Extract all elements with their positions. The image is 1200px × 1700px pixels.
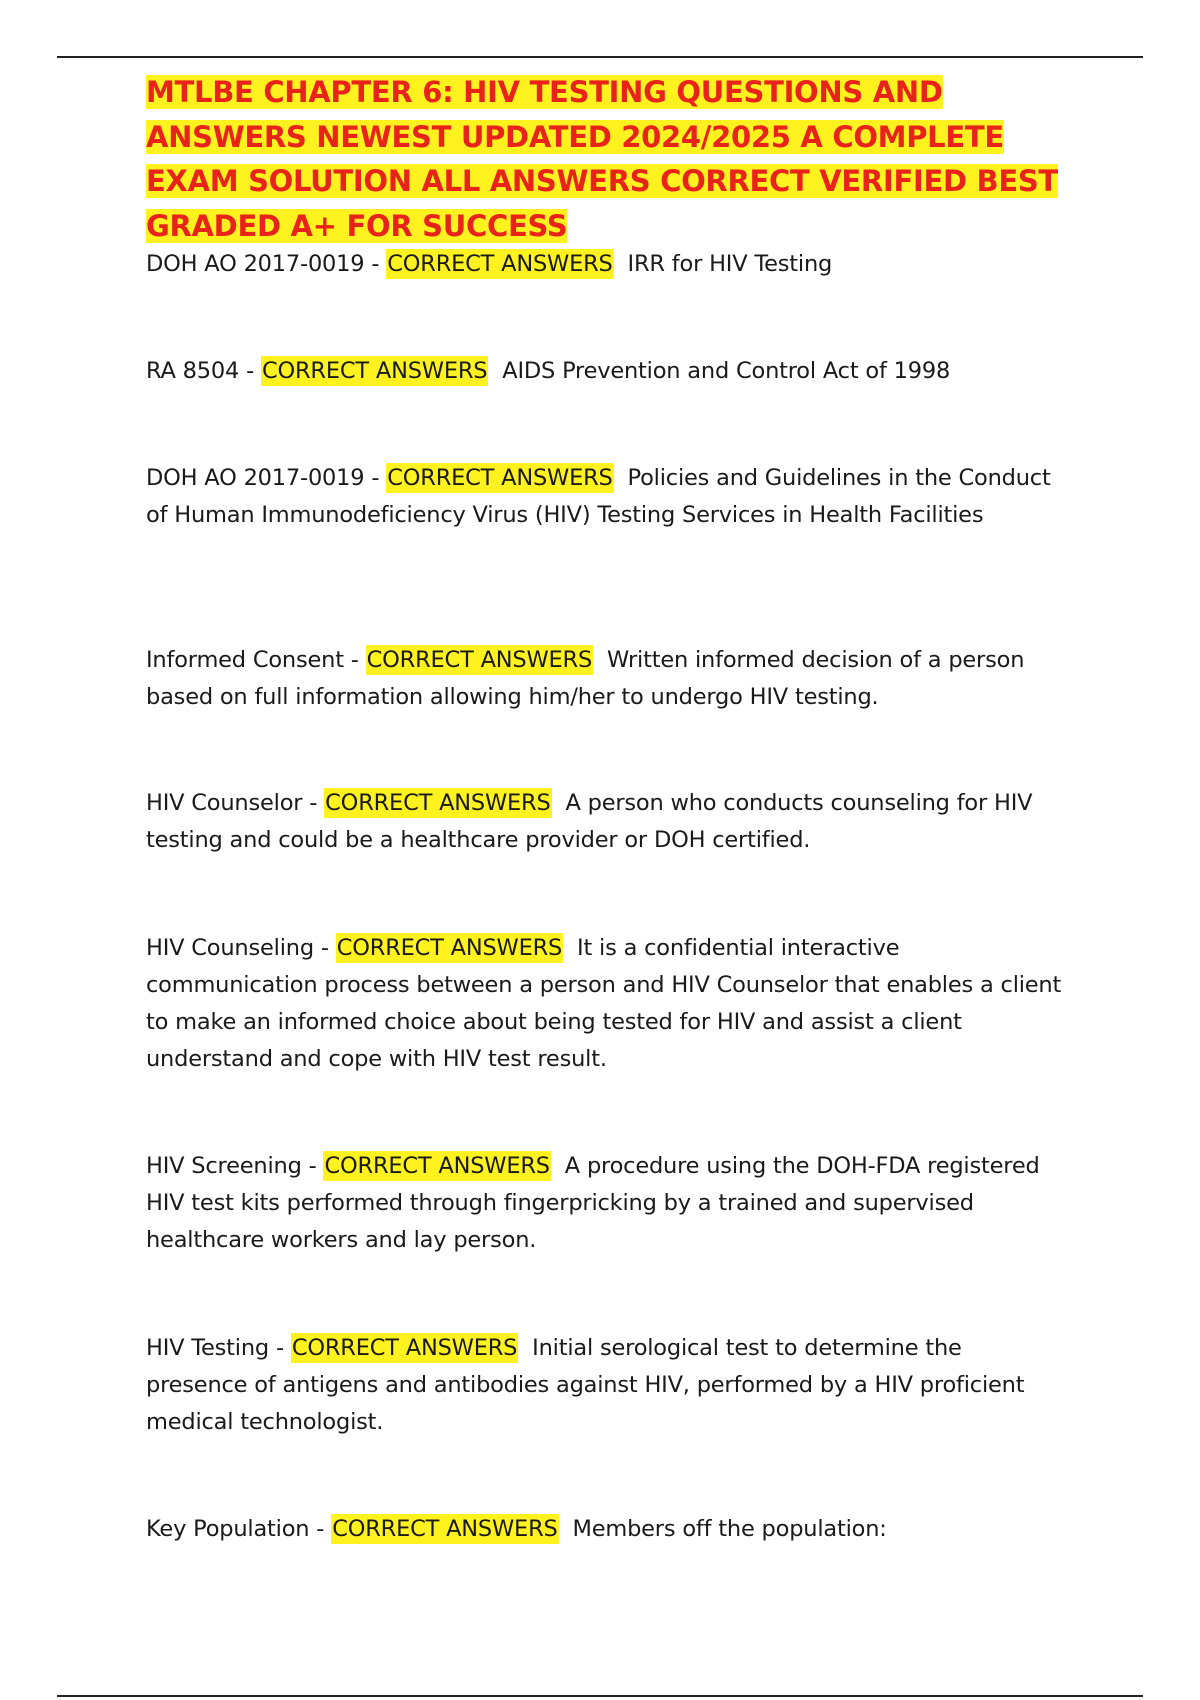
entry-answer: Policies and Guidelines in the Conduct of Human Immunodeficiency Virus (HIV) Testing Services in Health Facilities (146, 465, 1051, 528)
entry-term: DOH AO 2017-0019 (146, 251, 365, 277)
title-highlight: MTLBE CHAPTER 6: HIV TESTING QUESTIONS AND ANSWERS NEWEST UPDATED 2024/2025 A COMPLETE EXAM SOLUTION ALL ANSWERS CORRECT VERIFIED BEST GRADED A+ FOR SUCCESS (146, 75, 1058, 243)
top-rule (57, 56, 1143, 58)
correct-answers-badge: CORRECT ANSWERS (291, 1335, 518, 1361)
entry-answer: A person who conducts counseling for HIV testing and could be a healthcare provider or DOH certified. (146, 790, 1033, 853)
qa-entry (146, 246, 1066, 283)
entry-term: RA 8504 (146, 358, 240, 384)
entry-term: HIV Counseling (146, 935, 314, 961)
entry-answer: Members off the population: (572, 1516, 887, 1542)
entry-answer: It is a confidential interactive communication process between a person and HIV Counselor that enables a client to make an informed choice about being tested for HIV and assist a client understand and cope with HIV test result. (146, 935, 1062, 1072)
entry-term: HIV Screening (146, 1153, 302, 1179)
document-page (146, 70, 1066, 1542)
document-title (146, 70, 1066, 248)
correct-answers-badge: CORRECT ANSWERS (261, 358, 488, 384)
entry-answer: AIDS Prevention and Control Act of 1998 (502, 358, 951, 384)
correct-answers-badge: CORRECT ANSWERS (332, 1516, 558, 1542)
correct-answers-badge: CORRECT ANSWERS (324, 1153, 550, 1179)
entry-answer: A procedure using the DOH-FDA registered HIV test kits performed through fingerpricking by a trained and supervised healthcare workers and lay person. (146, 1153, 1040, 1253)
bottom-rule (57, 1695, 1143, 1697)
entry-term: HIV Testing (146, 1335, 270, 1361)
qa-entry (146, 785, 1066, 859)
entry-separator: - (269, 1335, 291, 1361)
entry-term: DOH AO 2017-0019 (146, 465, 365, 491)
entry-separator: - (364, 465, 387, 491)
entry-answer: Written informed decision of a person based on full information allowing him/her to undergo HIV testing. (146, 647, 1025, 710)
qa-entry (146, 460, 1066, 534)
entry-separator: - (239, 358, 261, 384)
entry-separator: - (343, 647, 366, 673)
entry-separator: - (301, 1153, 324, 1179)
qa-entry (146, 1148, 1066, 1259)
entry-answer: Initial serological test to determine the presence of antigens and antibodies against HIV, performed by a HIV proficient medical technologist. (146, 1335, 1025, 1435)
correct-answers-badge: CORRECT ANSWERS (366, 647, 593, 673)
qa-entry (146, 930, 1066, 1078)
qa-entry (146, 1511, 1066, 1548)
qa-entry (146, 642, 1066, 716)
correct-answers-badge: CORRECT ANSWERS (387, 251, 613, 277)
correct-answers-badge: CORRECT ANSWERS (325, 790, 551, 816)
entry-separator: - (364, 251, 387, 277)
entry-answer: IRR for HIV Testing (627, 251, 833, 277)
correct-answers-badge: CORRECT ANSWERS (336, 935, 563, 961)
entry-separator: - (302, 790, 325, 816)
qa-entry (146, 353, 1066, 390)
qa-entry (146, 1330, 1066, 1441)
entry-separator: - (309, 1516, 332, 1542)
entry-separator: - (313, 935, 336, 961)
correct-answers-badge: CORRECT ANSWERS (387, 465, 613, 491)
entry-term: HIV Counselor (146, 790, 303, 816)
entry-term: Informed Consent (146, 647, 344, 673)
entry-term: Key Population (146, 1516, 310, 1542)
